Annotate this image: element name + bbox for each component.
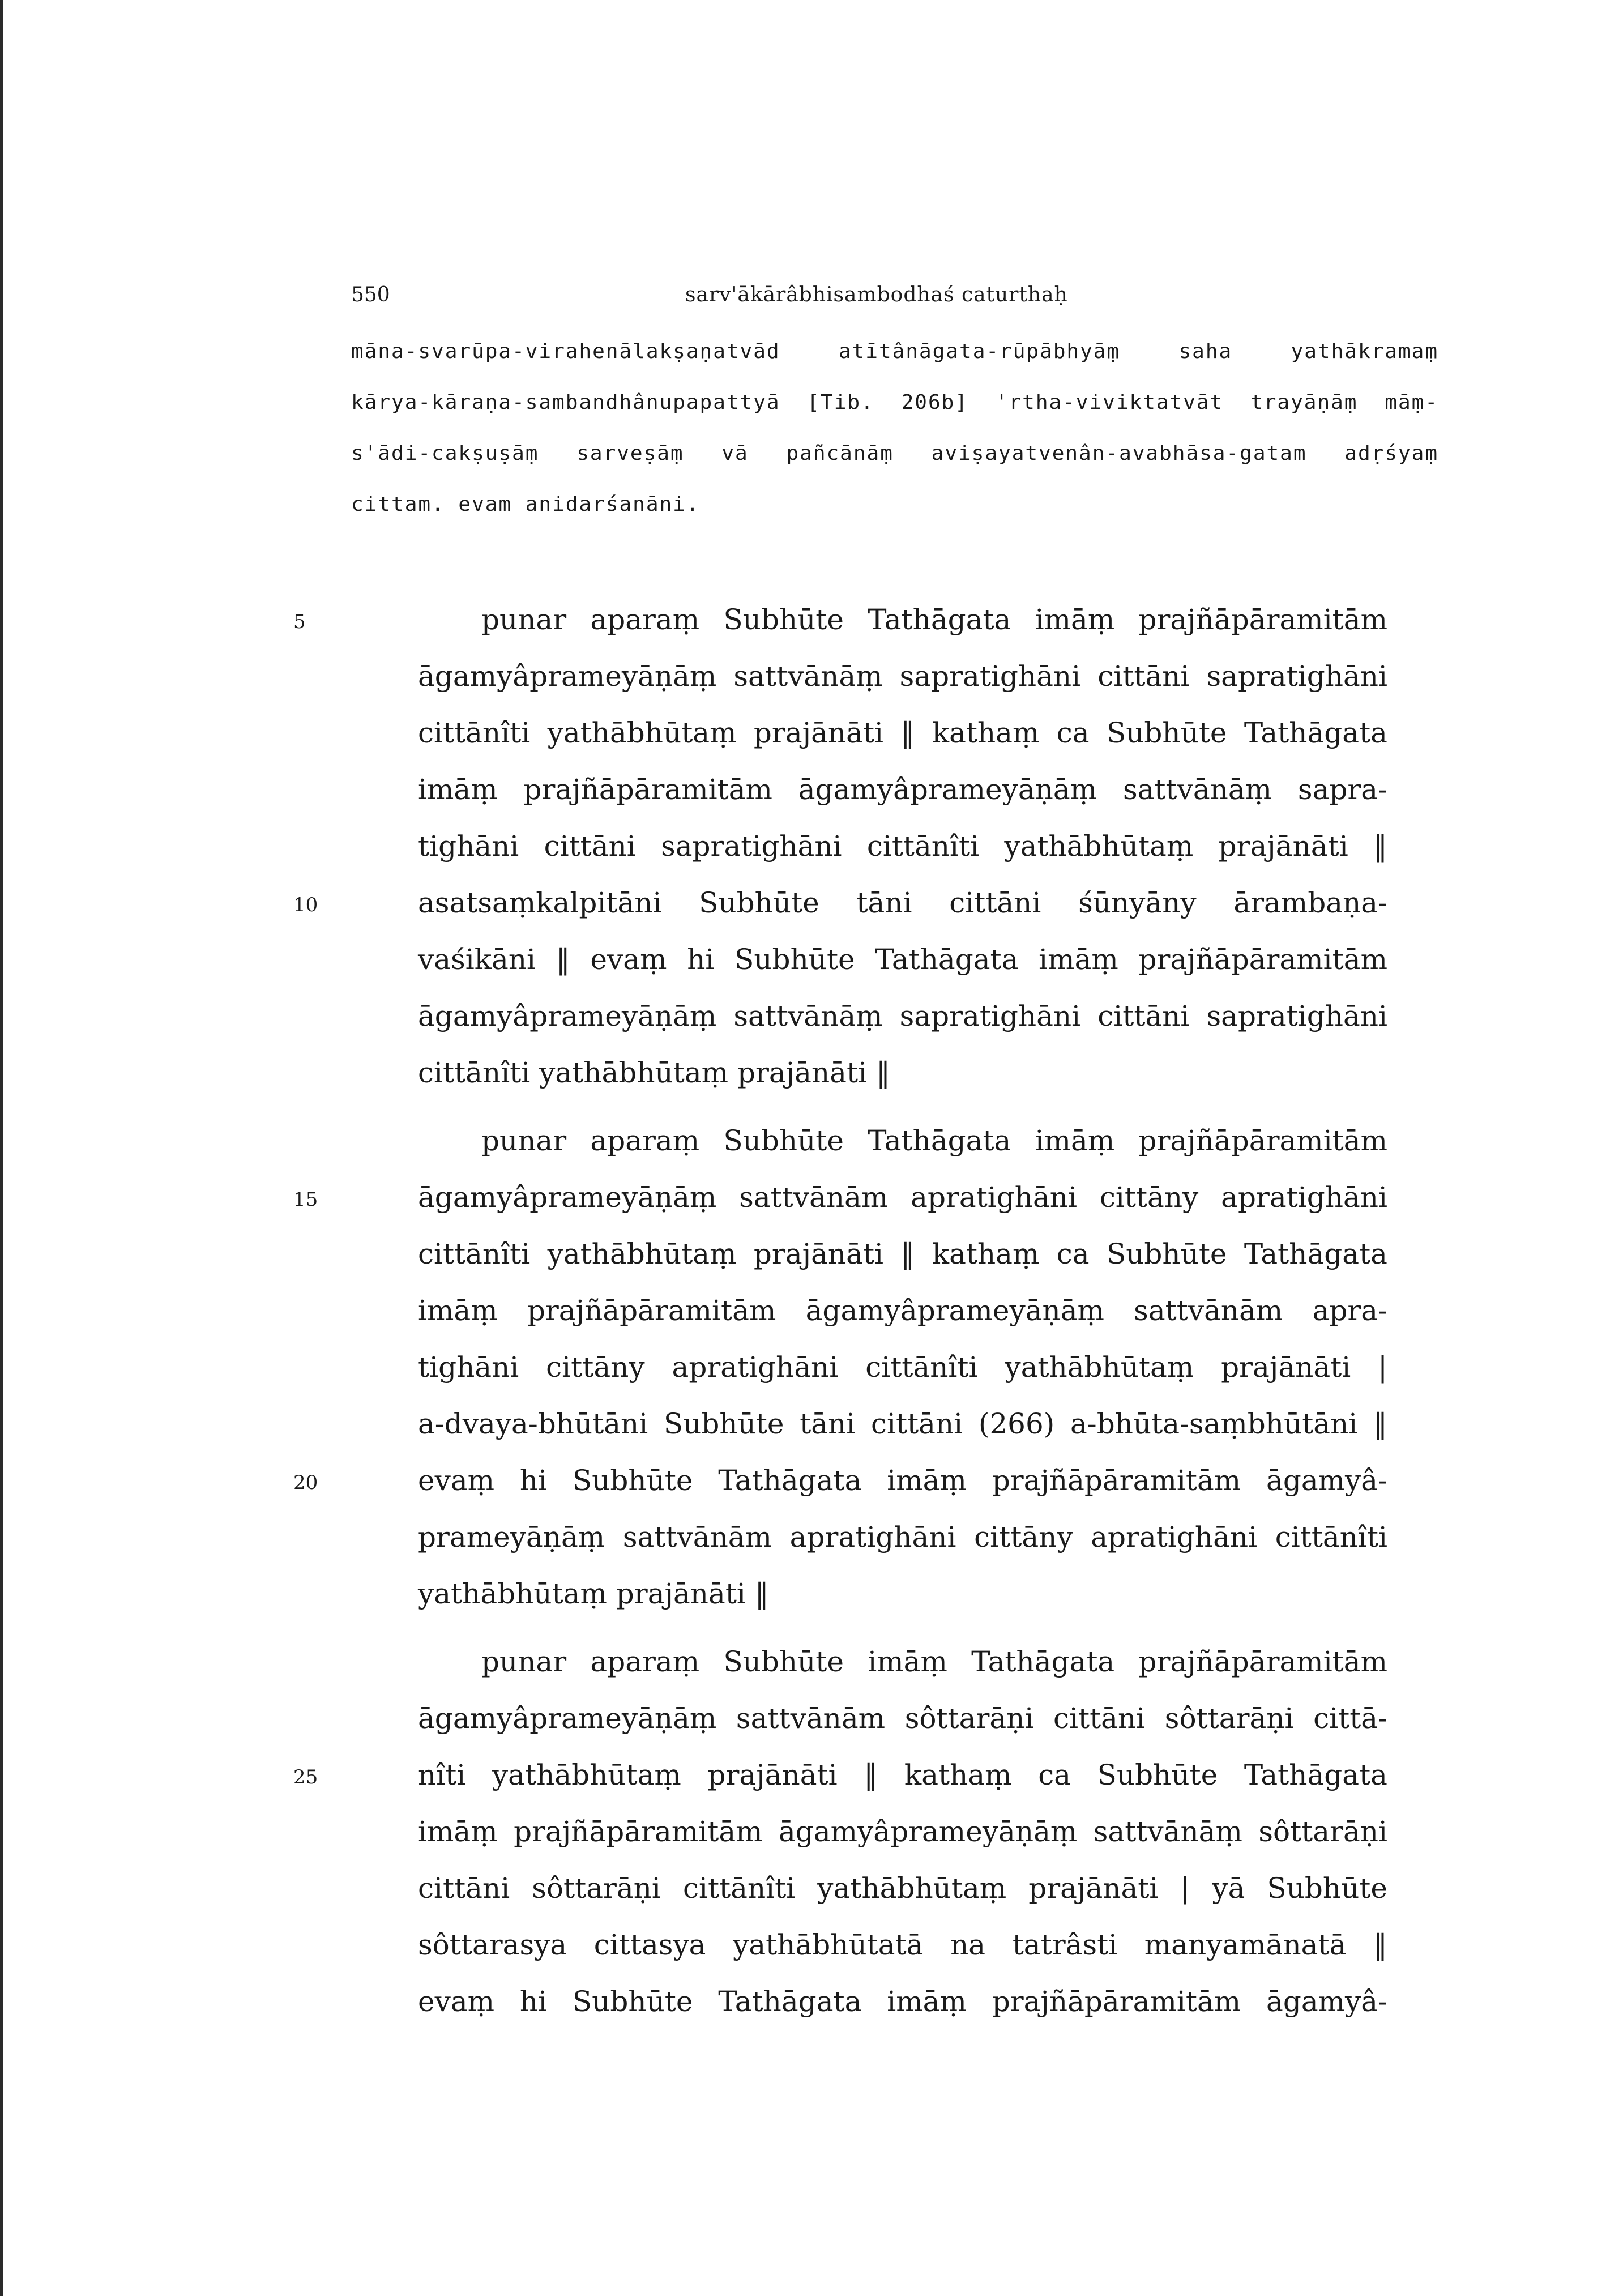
text-line: yathābhūtaṃ prajānāti ‖ [418,1577,769,1610]
continuation-line: s'ādi-cakṣuṣāṃ sarveṣāṃ vā pañcānāṃ aviṣayatvenân-avabhāsa-gatam adṛśyaṃ [351,442,1438,465]
continuation-line: cittam. evam anidarśanāni. [351,493,700,516]
continuation-line: māna-svarūpa-virahenālakṣaṇatvād atītânāgata-rūpābhyāṃ saha yathākramaṃ [351,340,1438,363]
text-line: evaṃ hi Subhūte Tathāgata imāṃ prajñāpāramitām āgamyâ- [418,1985,1387,2018]
text-line: tighāni cittāni sapratighāni cittānîti yathābhūtaṃ prajānāti ‖ [418,830,1387,863]
text-line: cittānîti yathābhūtaṃ prajānāti ‖ kathaṃ ca Subhūte Tathāgata [418,716,1387,749]
text-line: āgamyâprameyāṇāṃ sattvānām sôttarāṇi cittāni sôttarāṇi cittā- [418,1702,1387,1735]
text-line: imāṃ prajñāpāramitām āgamyâprameyāṇāṃ sattvānāṃ sapra- [418,773,1387,806]
text-line: nîti yathābhūtaṃ prajānāti ‖ kathaṃ ca Subhūte Tathāgata [418,1759,1387,1791]
line-number: 20 [293,1471,318,1494]
text-line: a-dvaya-bhūtāni Subhūte tāni cittāni (266) a-bhūta-saṃbhūtāni ‖ [418,1407,1387,1440]
page-edge [0,0,3,2296]
text-line: cittāni sôttarāṇi cittānîti yathābhūtaṃ prajānāti | yā Subhūte [418,1872,1387,1905]
text-line: evaṃ hi Subhūte Tathāgata imāṃ prajñāpāramitām āgamyâ- [418,1464,1387,1497]
line-number: 25 [293,1766,318,1789]
text-line: punar aparaṃ Subhūte Tathāgata imāṃ prajñāpāramitām [481,1124,1387,1157]
text-line: vaśikāni ‖ evaṃ hi Subhūte Tathāgata imāṃ prajñāpāramitām [418,943,1387,976]
text-line: cittānîti yathābhūtaṃ prajānāti ‖ kathaṃ ca Subhūte Tathāgata [418,1237,1387,1270]
text-line: tighāni cittāny apratighāni cittānîti yathābhūtaṃ prajānāti | [418,1351,1387,1384]
text-line: āgamyâprameyāṇāṃ sattvānām apratighāni cittāny apratighāni [418,1181,1387,1214]
text-line: asatsaṃkalpitāni Subhūte tāni cittāni śūnyāny ārambaṇa- [418,886,1387,919]
line-number: 15 [293,1188,318,1211]
text-line: imāṃ prajñāpāramitām āgamyâprameyāṇāṃ sattvānāṃ sôttarāṇi [418,1815,1387,1848]
text-line: cittānîti yathābhūtaṃ prajānāti ‖ [418,1056,890,1089]
page-header [351,283,1438,317]
text-line: āgamyâprameyāṇāṃ sattvānāṃ sapratighāni cittāni sapratighāni [418,1000,1387,1032]
text-line: āgamyâprameyāṇāṃ sattvānāṃ sapratighāni cittāni sapratighāni [418,660,1387,693]
continuation-line: kārya-kāraṇa-sambandhânupapattyā [Tib. 206b] 'rtha-viviktatvāt trayāṇāṃ māṃ- [351,391,1438,414]
text-line: sôttarasya cittasya yathābhūtatā na tatrâsti manyamānatā ‖ [418,1928,1387,1961]
running-title: sarv'ākārâbhisambodhaś caturthaḥ [685,283,1068,306]
text-line: punar aparaṃ Subhūte imāṃ Tathāgata prajñāpāramitām [481,1645,1387,1678]
line-number: 10 [293,894,318,916]
page-number: 550 [351,283,390,306]
text-line: prameyāṇāṃ sattvānām apratighāni cittāny apratighāni cittānîti [418,1521,1387,1554]
text-line: punar aparaṃ Subhūte Tathāgata imāṃ prajñāpāramitām [481,603,1387,636]
text-line: imāṃ prajñāpāramitām āgamyâprameyāṇāṃ sattvānām apra- [418,1294,1387,1327]
line-number: 5 [293,611,306,633]
